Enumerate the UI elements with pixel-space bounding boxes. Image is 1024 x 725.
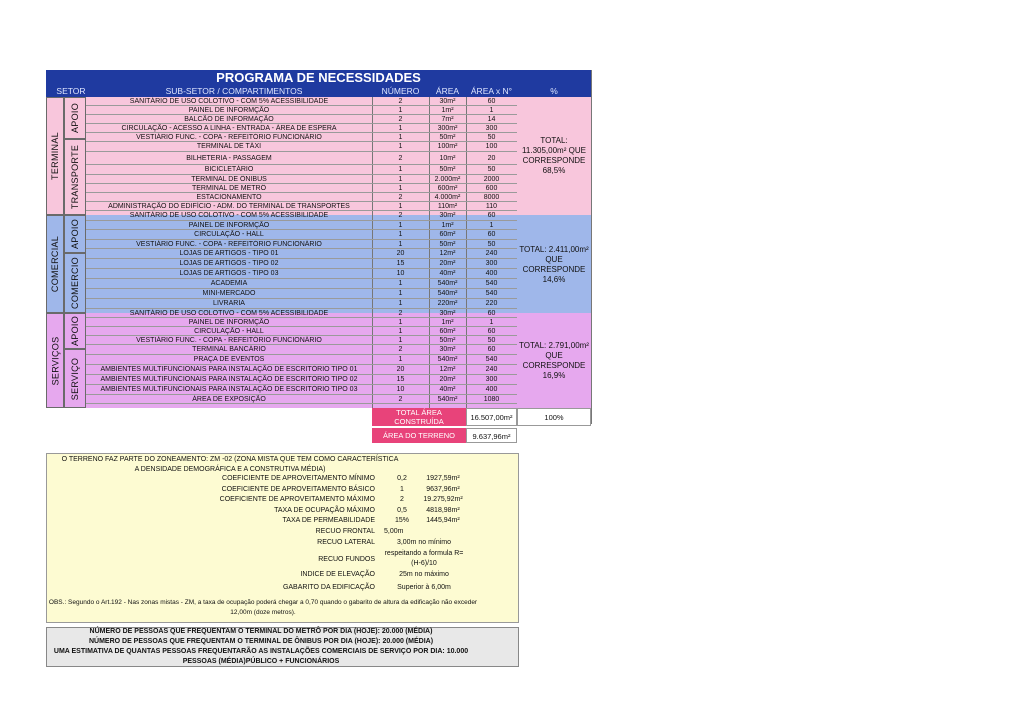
row-name: LOJAS DE ARTIGOS - TIPO 03 [86, 269, 372, 279]
zoning-param-label: COEFICIENTE DE APROVEITAMENTO MÍNIMO [222, 475, 375, 482]
row-name: VESTIÁRIO FUNC. - COPA - REFEITÓRIO FUNCIONÁRIO [86, 240, 372, 250]
row-area-total: 1 [466, 106, 517, 115]
row-number: 1 [372, 355, 429, 365]
row-area-total: 100 [466, 142, 517, 152]
row-area: 30m² [429, 309, 466, 318]
zoning-param-value: 1 [400, 485, 404, 493]
row-name: TERMINAL BANCÁRIO [86, 345, 372, 355]
row-number: 20 [372, 365, 429, 375]
row-area: 2.000m² [429, 175, 466, 184]
row-area: 60m² [429, 230, 466, 240]
row-area: 50m² [429, 165, 466, 175]
row-number: 2 [372, 115, 429, 124]
row-number: 2 [372, 152, 429, 165]
terreno-value: 9.637,96m² [466, 428, 517, 443]
row-number: 2 [372, 309, 429, 318]
row-name: CIRCULAÇÃO - ACESSO A LINHA - ENTRADA - ÁREA DE ESPERA [86, 124, 372, 133]
row-number: 2 [372, 193, 429, 202]
row-number: 1 [372, 202, 429, 211]
row-area: 7m² [429, 115, 466, 124]
row-number: 1 [372, 318, 429, 327]
row-area: 4.000m² [429, 193, 466, 202]
row-area: 40m² [429, 269, 466, 279]
row-area-total: 20 [466, 152, 517, 165]
row-name: LOJAS DE ARTIGOS - TIPO 01 [86, 249, 372, 259]
subsector-comercial-apoio: APOIO [64, 215, 86, 253]
row-name: BILHETERIA - PASSAGEM [86, 152, 372, 165]
row-area-total: 60 [466, 345, 517, 355]
row-name: SANITÁRIO DE USO COLOTIVO - COM 5% ACESSIBILIDADE [86, 211, 372, 221]
row-area-total: 600 [466, 184, 517, 193]
row-area: 12m² [429, 249, 466, 259]
row-area: 50m² [429, 336, 466, 345]
row-area: 20m² [429, 375, 466, 385]
row-number: 1 [372, 142, 429, 152]
row-area-total: 1 [466, 318, 517, 327]
terreno-label: ÁREA DO TERRENO [372, 428, 466, 443]
row-area-total: 50 [466, 336, 517, 345]
row-number: 1 [372, 106, 429, 115]
row-name: SANITÁRIO DE USO COLOTIVO - COM 5% ACESSIBILIDADE [86, 309, 372, 318]
zoning-param-label: COEFICIENTE DE APROVEITAMENTO MÁXIMO [219, 496, 375, 503]
zoning-param-label: TAXA DE PERMEABILIDADE [282, 517, 375, 524]
recuo-frontal-label: RECUO FRONTAL [315, 528, 375, 535]
elevacao-label: INDICE DE ELEVAÇÃO [300, 571, 375, 578]
row-area: 30m² [429, 345, 466, 355]
row-area-total: 1 [466, 221, 517, 231]
row-area: 540m² [429, 289, 466, 299]
row-name: LOJAS DE ARTIGOS - TIPO 02 [86, 259, 372, 269]
row-number: 2 [372, 345, 429, 355]
row-area-total: 240 [466, 365, 517, 375]
gabarito-label: GABARITO DA EDIFICAÇÃO [282, 584, 375, 591]
row-name: TERMINAL DE ÔNIBUS [86, 175, 372, 184]
row-name: MINI-MERCADO [86, 289, 372, 299]
row-name: VESTIÁRIO FUNC. - COPA - REFEITÓRIO FUNCIONÁRIO [86, 336, 372, 345]
zoning-param-value: 15% [394, 517, 409, 524]
zoning-param-area: 1927,59m² [426, 475, 460, 482]
header-percent: % [517, 85, 591, 97]
row-number: 1 [372, 221, 429, 231]
row-area: 1m² [429, 221, 466, 231]
row-area-total: 300 [466, 259, 517, 269]
row-number: 1 [372, 289, 429, 299]
row-area-total: 540 [466, 355, 517, 365]
col-divider [591, 70, 592, 424]
zoning-param-value: 0,5 [397, 506, 407, 514]
row-area-total: 300 [466, 124, 517, 133]
row-number: 2 [372, 97, 429, 106]
zoning-param-label: TAXA DE OCUPAÇÃO MÁXIMO [274, 506, 375, 514]
total-area-label: TOTAL ÁREA CONSTRUÍDA [372, 408, 466, 426]
row-area-total: 60 [466, 230, 517, 240]
row-number: 15 [372, 259, 429, 269]
row-area-total: 60 [466, 97, 517, 106]
row-area: 12m² [429, 365, 466, 375]
row-area: 50m² [429, 133, 466, 142]
header-numero: NÚMERO [372, 85, 429, 97]
subsector-comercial-comercio: COMERCIO [64, 253, 86, 313]
row-area-total: 220 [466, 299, 517, 309]
recuo-fundos-label: RECUO FUNDOS [318, 556, 375, 563]
row-area: 100m² [429, 142, 466, 152]
row-area: 110m² [429, 202, 466, 211]
pct-comercial-note: TOTAL: 2.411,00m² QUE CORRESPONDE 14,6% [519, 245, 589, 284]
row-area: 50m² [429, 240, 466, 250]
row-area-total: 60 [466, 211, 517, 221]
sector-servicos: SERVIÇOS [46, 313, 64, 408]
row-number: 1 [372, 165, 429, 175]
row-name: ACADEMIA [86, 279, 372, 289]
row-number: 10 [372, 269, 429, 279]
row-area: 540m² [429, 279, 466, 289]
total-area-percent: 100% [517, 408, 591, 426]
page-title: PROGRAMA DE NECESSIDADES [46, 70, 591, 85]
zoning-param-area: 1445,94m² [426, 517, 460, 524]
row-name: CIRCULAÇÃO - HALL [86, 230, 372, 240]
recuo-lateral-label: RECUO LATERAL [317, 539, 375, 546]
people-onibus: NÚMERO DE PESSOAS QUE FREQUENTAM O TERMINAL DE ÔNIBUS POR DIA (HOJE): 20.000 (MÉDIA) [88, 638, 434, 645]
row-name: TERMINAL DE METRÔ [86, 184, 372, 193]
row-area: 300m² [429, 124, 466, 133]
row-name: PAINEL DE INFORMÇÃO [86, 221, 372, 231]
row-area-total: 8000 [466, 193, 517, 202]
recuo-fundos-value: respeitando a formula R=(H-6)/10 [384, 550, 464, 567]
row-number: 1 [372, 124, 429, 133]
row-number: 1 [372, 336, 429, 345]
zoning-param-label: COEFICIENTE DE APROVEITAMENTO BÁSICO [221, 485, 375, 493]
header-setor: SETOR [46, 85, 96, 97]
row-name: BALCÃO DE INFORMAÇÃO [86, 115, 372, 124]
row-area: 10m² [429, 152, 466, 165]
row-area-total: 400 [466, 269, 517, 279]
row-area: 540m² [429, 355, 466, 365]
zoning-intro: O TERRENO FAZ PARTE DO ZONEAMENTO: ZM -02 (ZONA MISTA QUE TEM COMO CARACTERÍSTICA A DENSIDADE DEMOGRÁFICA E A CONSTRUTIVA MÉDIA) [61, 456, 399, 473]
zoning-param-area: 19.275,92m² [423, 496, 463, 503]
row-name: PRAÇA DE EVENTOS [86, 355, 372, 365]
header-subsetor: SUB-SETOR / COMPARTIMENTOS [96, 85, 372, 97]
row-area: 30m² [429, 211, 466, 221]
pct-terminal-note: TOTAL: 11.305,00m² QUE CORRESPONDE 68,5% [522, 136, 586, 175]
row-area-total: 300 [466, 375, 517, 385]
row-area: 600m² [429, 184, 466, 193]
row-area: 40m² [429, 385, 466, 395]
pct-servicos-note: TOTAL: 2.791,00m² QUE CORRESPONDE 16,9% [519, 341, 589, 380]
row-number: 1 [372, 279, 429, 289]
row-number: 1 [372, 184, 429, 193]
subsector-terminal-transporte: TRANSPORTE [64, 139, 86, 215]
row-name: PAINEL DE INFORMÇÃO [86, 106, 372, 115]
zoning-param-area: 4818,98m² [426, 506, 460, 514]
row-area-total: 110 [466, 202, 517, 211]
row-name: AMBIENTES MULTIFUNCIONAIS PARA INSTALAÇÃO DE ESCRITÓRIO TIPO 03 [86, 385, 372, 395]
row-name: SANITÁRIO DE USO COLOTIVO - COM 5% ACESSIBILIDADE [86, 97, 372, 106]
row-name: VESTIÁRIO FUNC. - COPA - REFEITÓRIO FUNCIONÁRIO [86, 133, 372, 142]
row-name: PAINEL DE INFORMÇÃO [86, 318, 372, 327]
row-area-total: 50 [466, 165, 517, 175]
row-area-total: 1080 [466, 395, 517, 404]
row-area-total: 540 [466, 289, 517, 299]
subsector-terminal-apoio: APOIO [64, 97, 86, 139]
subsector-servicos-apoio: APOIO [64, 313, 86, 349]
row-number: 1 [372, 175, 429, 184]
row-area: 30m² [429, 97, 466, 106]
row-name: LIVRARIA [86, 299, 372, 309]
row-area: 220m² [429, 299, 466, 309]
row-name: AMBIENTES MULTIFUNCIONAIS PARA INSTALAÇÃO DE ESCRITÓRIO TIPO 01 [86, 365, 372, 375]
gabarito-value: Superior à 6,00m [397, 584, 451, 591]
row-name: ADMINISTRAÇÃO DO EDIFÍCIO - ADM. DO TERMINAL DE TRANSPORTES [86, 202, 372, 211]
header-area-n: ÁREA x N° [466, 85, 517, 97]
row-area-total: 60 [466, 327, 517, 336]
row-area: 1m² [429, 318, 466, 327]
recuo-frontal-value: 5,00m [384, 528, 404, 535]
people-metro: NÚMERO DE PESSOAS QUE FREQUENTAM O TERMINAL DO METRÔ POR DIA (HOJE): 20.000 (MÉDIA) [89, 628, 433, 635]
row-name: AMBIENTES MULTIFUNCIONAIS PARA INSTALAÇÃO DE ESCRITÓRIO TIPO 02 [86, 375, 372, 385]
row-area-total: 14 [466, 115, 517, 124]
row-name: ESTACIONAMENTO [86, 193, 372, 202]
row-number: 1 [372, 133, 429, 142]
recuo-lateral-value: 3,00m no mínimo [396, 539, 452, 546]
row-number: 1 [372, 230, 429, 240]
row-name: TERMINAL DE TÁXI [86, 142, 372, 152]
row-area-total: 50 [466, 240, 517, 250]
row-area: 1m² [429, 106, 466, 115]
row-name: ÁREA DE EXPOSIÇÃO [86, 395, 372, 404]
row-number: 1 [372, 327, 429, 336]
row-number: 10 [372, 385, 429, 395]
row-number: 20 [372, 249, 429, 259]
row-area-total: 400 [466, 385, 517, 395]
zoning-param-value: 2 [400, 496, 404, 503]
zoning-param-area: 9637,96m² [426, 485, 460, 493]
row-area-total: 50 [466, 133, 517, 142]
row-area-total: 2000 [466, 175, 517, 184]
row-area: 20m² [429, 259, 466, 269]
row-number: 2 [372, 395, 429, 404]
header-area: ÁREA [429, 85, 466, 97]
subsector-servicos-servico: SERVIÇO [64, 349, 86, 408]
row-name: CIRCULAÇÃO - HALL [86, 327, 372, 336]
sector-comercial: COMERCIAL [46, 215, 64, 313]
row-area: 60m² [429, 327, 466, 336]
zoning-param-value: 0,2 [397, 475, 407, 482]
row-area-total: 240 [466, 249, 517, 259]
sector-terminal: TERMINAL [46, 97, 64, 215]
elevacao-value: 25m no máximo [399, 571, 449, 578]
total-area-value: 16.507,00m² [466, 408, 517, 426]
zoning-obs: OBS.: Segundo o Art.192 - Nas zonas mistas - ZM, a taxa de ocupação poderá chegar a 0,70 quando o gabarito de altura da edificação não exceder 12,00m (doze metros). [48, 599, 478, 616]
row-number: 15 [372, 375, 429, 385]
row-number: 1 [372, 240, 429, 250]
row-number: 2 [372, 211, 429, 221]
row-area-total: 540 [466, 279, 517, 289]
row-area-total: 60 [466, 309, 517, 318]
row-name: BICICLETÁRIO [86, 165, 372, 175]
row-area: 540m² [429, 395, 466, 404]
row-number: 1 [372, 299, 429, 309]
people-estimativa: UMA ESTIMATIVA DE QUANTAS PESSOAS FREQUENTARÃO AS INSTALAÇÕES COMERCIAIS DE SERVIÇO POR DIA: 10.000 PESSOAS (MÉDIA)PÚBLICO + FUNCIONÁRIOS [53, 648, 469, 665]
